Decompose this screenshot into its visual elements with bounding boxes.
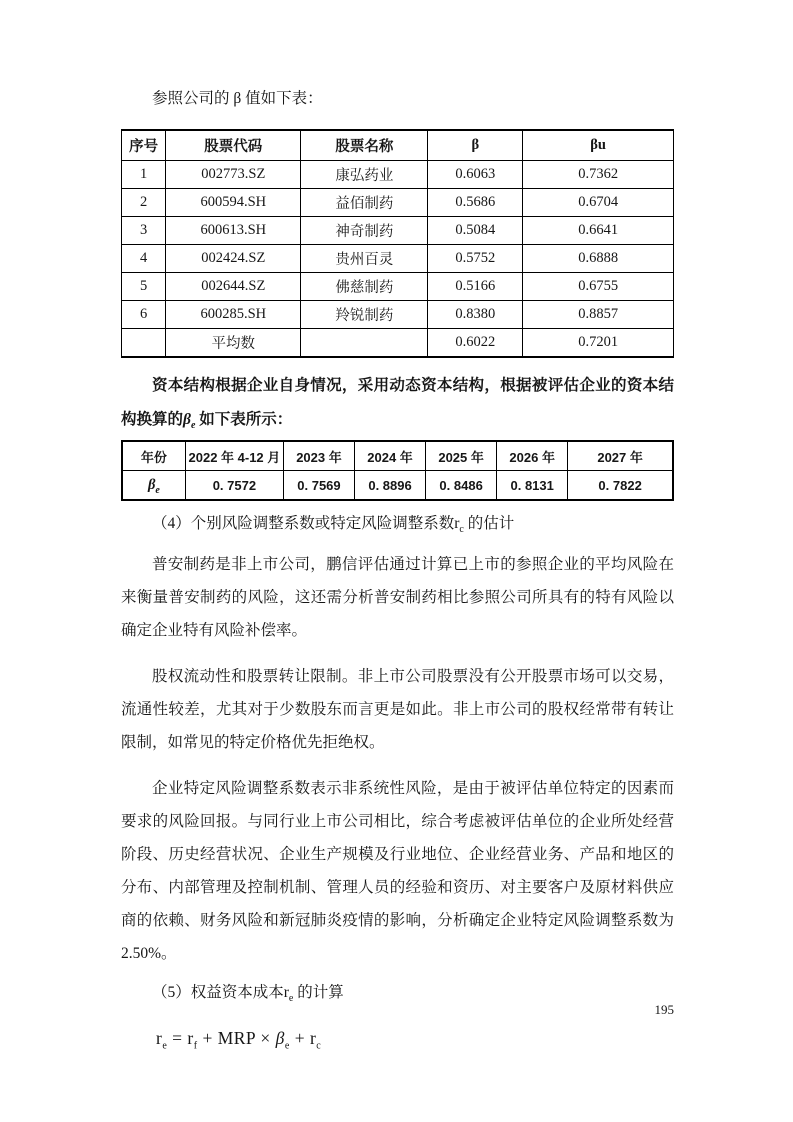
table-cell: 0.5752	[428, 245, 523, 273]
beta-subscript: e	[155, 484, 160, 496]
table-cell: 002773.SZ	[166, 161, 301, 189]
table-cell: 羚锐制药	[301, 301, 428, 329]
header-cell-beta-u: βu	[523, 130, 674, 161]
beta-reference-table	[121, 129, 674, 358]
table-cell: 0. 8131	[497, 471, 568, 501]
table-row-average	[122, 329, 674, 358]
table-cell: 0. 7572	[185, 471, 283, 501]
paragraph-text: 如下表所示：	[195, 411, 293, 428]
r-subscript: c	[459, 524, 464, 536]
header-cell-stock-code: 股票代码	[166, 130, 301, 161]
table-cell: 0.8857	[523, 301, 674, 329]
table-cell: 4	[122, 245, 166, 273]
formula-subscript: c	[316, 1040, 322, 1052]
page-content	[121, 88, 674, 1052]
table-cell: 平均数	[166, 329, 301, 358]
table-cell	[301, 329, 428, 358]
table-cell: 0.5166	[428, 273, 523, 301]
beta-symbol: β	[183, 411, 191, 428]
cost-of-equity-formula	[156, 1028, 674, 1052]
header-cell-stock-name: 股票名称	[301, 130, 428, 161]
paragraph-equity-liquidity: 股权流动性和股票转让限制。非上市公司股票没有公开股票市场可以交易，流通性较差，尤其对于少数股东而言更是如此。非上市公司的股权经常带有转让限制，如常见的特定价格优先拒绝权。	[121, 668, 674, 751]
table-cell: 600285.SH	[166, 301, 301, 329]
table-row	[122, 189, 674, 217]
header-cell-beta: β	[428, 130, 523, 161]
table-row	[122, 161, 674, 189]
table-cell: 康弘药业	[301, 161, 428, 189]
formula-subscript: e	[162, 1040, 168, 1052]
intro-paragraph: 参照公司的 β 值如下表：	[152, 90, 323, 107]
header-cell-period: 2027 年	[568, 441, 673, 471]
table-row	[122, 471, 673, 501]
table-cell: 佛慈制药	[301, 273, 428, 301]
table-cell: 0. 7569	[283, 471, 354, 501]
formula-segment: + MRP ×	[197, 1028, 276, 1048]
header-cell-period: 2025 年	[426, 441, 497, 471]
table-cell: 0.6063	[428, 161, 523, 189]
table-cell: 2	[122, 189, 166, 217]
table-cell: 6	[122, 301, 166, 329]
table-cell: 600613.SH	[166, 217, 301, 245]
heading-text: 的计算	[293, 984, 344, 1001]
header-cell-year: 年份	[122, 441, 185, 471]
table-header-row	[122, 441, 673, 471]
table-cell	[122, 329, 166, 358]
header-cell-index: 序号	[122, 130, 166, 161]
formula-segment: =	[167, 1028, 188, 1048]
table-cell: 600594.SH	[166, 189, 301, 217]
table-cell: 002424.SZ	[166, 245, 301, 273]
formula-segment: r	[187, 1028, 194, 1048]
table-cell: 0.6022	[428, 329, 523, 358]
dynamic-beta-table	[121, 440, 674, 501]
table-row	[122, 273, 674, 301]
table-cell: 002644.SZ	[166, 273, 301, 301]
table-cell: 5	[122, 273, 166, 301]
formula-segment: r	[309, 1028, 317, 1048]
table-cell: 0. 8896	[355, 471, 426, 501]
formula-segment: β	[275, 1028, 285, 1048]
r-subscript: e	[288, 993, 294, 1005]
table-cell: 0.6888	[523, 245, 674, 273]
table-cell: 0.6704	[523, 189, 674, 217]
formula-segment: +	[289, 1028, 310, 1048]
row-label-beta-e	[122, 471, 185, 501]
beta-symbol: β	[147, 476, 156, 493]
header-cell-period: 2026 年	[497, 441, 568, 471]
paragraph-text: 资本结构根据企业自身情况，采用动态资本结构，根据被评估企业的资本结构换算的	[121, 377, 674, 428]
table-cell: 0.5084	[428, 217, 523, 245]
formula-subscript: f	[193, 1040, 198, 1052]
section-heading-5	[121, 982, 674, 1004]
header-cell-period: 2023 年	[283, 441, 354, 471]
table-cell: 0.7362	[523, 161, 674, 189]
heading-text: （5）权益资本成本r	[152, 984, 289, 1001]
header-cell-period: 2022 年 4-12 月	[185, 441, 283, 471]
header-cell-period: 2024 年	[355, 441, 426, 471]
table-row	[122, 245, 674, 273]
table-cell: 贵州百灵	[301, 245, 428, 273]
heading-text: 的估计	[463, 515, 515, 532]
table-row	[122, 301, 674, 329]
section-heading-4	[121, 513, 674, 535]
table-cell: 3	[122, 217, 166, 245]
table-cell: 0.8380	[428, 301, 523, 329]
beta-subscript: e	[190, 420, 196, 432]
table-cell: 0. 7822	[568, 471, 673, 501]
table-cell: 0. 8486	[426, 471, 497, 501]
table-cell: 0.7201	[523, 329, 674, 358]
paragraph-specific-risk-factors: 企业特定风险调整系数表示非系统性风险，是由于被评估单位特定的因素而要求的风险回报。与同行业上市公司相比，综合考虑被评估单位的企业所处经营阶段、历史经营状况、企业生产规模及行业地位、企业经营业务、产品和地区的分布、内部管理及控制机制、管理人员的经验和资历、对主要客户及原材料供应商的依赖、财务风险和新冠肺炎疫情的影响，分析确定企业特定风险调整系数为2.50%。	[121, 780, 674, 962]
table-cell: 益佰制药	[301, 189, 428, 217]
table-cell: 0.6755	[523, 273, 674, 301]
table-cell: 神奇制药	[301, 217, 428, 245]
formula-segment: r	[156, 1028, 163, 1048]
table-header-row	[122, 130, 674, 161]
table-cell: 1	[122, 161, 166, 189]
page-number: 195	[654, 1002, 674, 1017]
capital-structure-paragraph	[121, 369, 674, 437]
table-cell: 0.6641	[523, 217, 674, 245]
formula-subscript: e	[284, 1040, 290, 1052]
paragraph-specific-risk-intro: 普安制药是非上市公司，鹏信评估通过计算已上市的参照企业的平均风险在来衡量普安制药的风险，这还需分析普安制药相比参照公司所具有的特有风险以确定企业特有风险补偿率。	[121, 556, 674, 639]
table-row	[122, 217, 674, 245]
heading-text: （4）个别风险调整系数或特定风险调整系数r	[152, 515, 460, 532]
table-cell: 0.5686	[428, 189, 523, 217]
